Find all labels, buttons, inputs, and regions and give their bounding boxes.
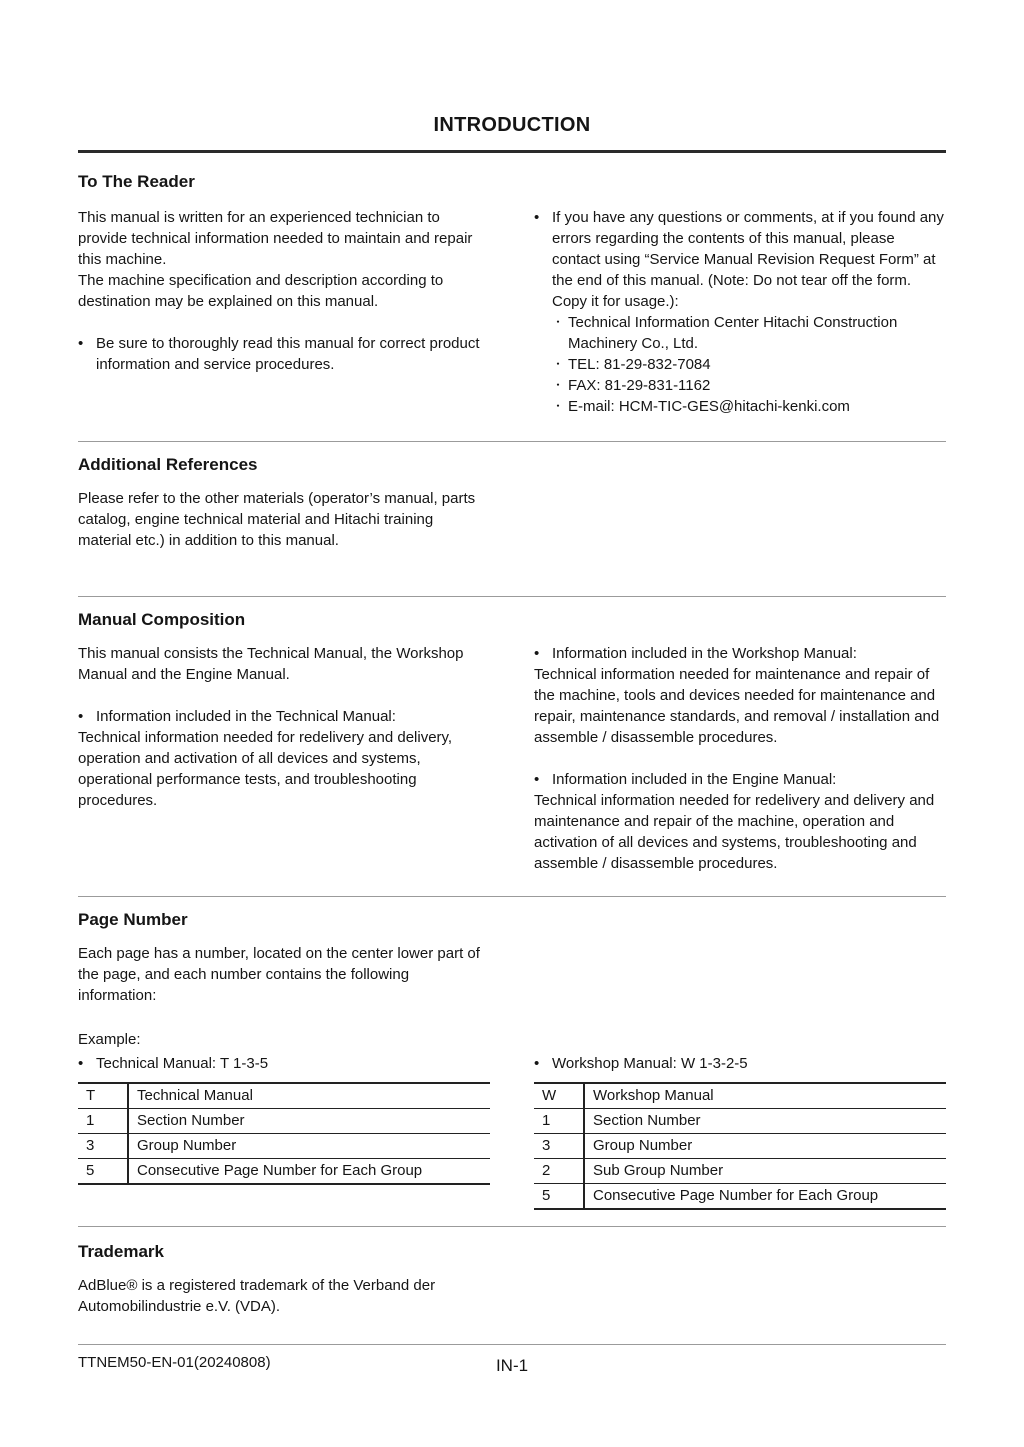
technical-page-code-table	[78, 1082, 490, 1185]
section-to-the-reader	[78, 171, 946, 417]
table-cell-desc: Section Number	[584, 1109, 946, 1134]
bullet-icon: •	[534, 645, 540, 662]
sub-bullet-icon: ・	[552, 315, 565, 329]
table-cell-desc: Technical Manual	[128, 1083, 490, 1109]
section-heading-additional-references: Additional References	[78, 455, 258, 474]
contact-line: TEL: 81-29-832-7084	[568, 356, 711, 373]
table-cell-key: 1	[78, 1109, 128, 1134]
paragraph: Technical information needed for maintenance and repair of the machine, tools and devices needed for maintenance and repair, maintenance standards, and removal / installation and assemble / disassemble procedures.	[534, 666, 940, 746]
title-rule	[78, 150, 946, 153]
bullet-icon: •	[78, 1055, 84, 1072]
table-cell-desc: Sub Group Number	[584, 1159, 946, 1184]
section-manual-composition	[78, 609, 946, 874]
paragraph: Please refer to the other materials (operator’s manual, parts catalog, engine technical material and Hitachi training material etc.) in addition to this manual.	[78, 490, 476, 549]
page-title: INTRODUCTION	[433, 114, 591, 136]
table-cell-key: W	[534, 1083, 584, 1109]
table-row	[78, 1109, 490, 1134]
bullet-icon: •	[534, 771, 540, 788]
table-cell-key: 3	[534, 1134, 584, 1159]
footer-doc-code: TTNEM50-EN-01(20240808)	[78, 1354, 271, 1371]
section-heading-manual-composition: Manual Composition	[78, 610, 246, 629]
bullet-text: Technical Manual: T 1-3-5	[96, 1055, 269, 1072]
bullet-text: Workshop Manual: W 1-3-2-5	[552, 1055, 748, 1072]
section-divider	[78, 896, 946, 897]
contact-list	[534, 312, 946, 417]
table-row	[78, 1159, 490, 1185]
list-item	[552, 375, 946, 396]
list-item	[552, 396, 946, 417]
sub-bullet-icon: ・	[552, 357, 565, 371]
table-cell-key: T	[78, 1083, 128, 1109]
table-cell-desc: Consecutive Page Number for Each Group	[584, 1184, 946, 1210]
table-cell-desc: Workshop Manual	[584, 1083, 946, 1109]
bullet-item	[534, 1053, 946, 1074]
bullet-icon: •	[78, 708, 84, 725]
paragraph: Technical information needed for redelivery and delivery, operation and activation of all devices and systems, operational performance tests, and troubleshooting procedures.	[78, 729, 453, 809]
table-cell-key: 2	[534, 1159, 584, 1184]
composition-right-column	[534, 643, 946, 874]
bullet-text: If you have any questions or comments, at if you found any errors regarding the contents of this manual, please contact using “Service Manual Revision Request Form” at the end of this manual. (Note: Do not tear off the form. Copy it for usage.):	[552, 209, 944, 310]
paragraph: Each page has a number, located on the center lower part of the page, and each number contains the following information:	[78, 945, 480, 1004]
section-page-number	[78, 909, 946, 1210]
bullet-icon: •	[534, 1055, 540, 1072]
page-footer	[78, 1344, 946, 1376]
table-row	[534, 1134, 946, 1159]
sub-bullet-icon: ・	[552, 399, 565, 413]
composition-left-column	[78, 643, 490, 874]
bullet-item	[534, 207, 946, 312]
table-cell-desc: Consecutive Page Number for Each Group	[128, 1159, 490, 1185]
table-row	[534, 1083, 946, 1109]
section-divider	[78, 596, 946, 597]
workshop-page-code-table	[534, 1082, 946, 1210]
bullet-text: Information included in the Technical Manual:	[96, 708, 396, 725]
bullet-text: Be sure to thoroughly read this manual for correct product information and service procedures.	[96, 335, 480, 373]
table-cell-key: 5	[534, 1184, 584, 1210]
paragraph: AdBlue® is a registered trademark of the Verband der Automobilindustrie e.V. (VDA).	[78, 1277, 436, 1315]
table-cell-desc: Section Number	[128, 1109, 490, 1134]
contact-line: Technical Information Center Hitachi Construction Machinery Co., Ltd.	[568, 314, 898, 352]
table-cell-desc: Group Number	[584, 1134, 946, 1159]
section-additional-references	[78, 454, 946, 551]
section-divider	[78, 441, 946, 442]
list-item	[552, 312, 946, 354]
contact-line: FAX: 81-29-831-1162	[568, 377, 711, 394]
footer-page-number: IN-1	[495, 1356, 529, 1375]
paragraph: This manual is written for an experienced technician to provide technical information needed to maintain and repair this machine.	[78, 209, 473, 268]
section-heading-trademark: Trademark	[78, 1242, 164, 1261]
table-row	[78, 1134, 490, 1159]
paragraph: Technical information needed for redelivery and delivery and maintenance and repair of the machine, operation and activation of all devices and systems, troubleshooting and assemble / disassemble procedures.	[534, 792, 935, 872]
bullet-text: Information included in the Workshop Manual:	[552, 645, 857, 662]
reader-left-column	[78, 207, 490, 417]
section-trademark	[78, 1241, 946, 1317]
workshop-example-column	[534, 1053, 946, 1210]
list-item	[552, 354, 946, 375]
table-cell-key: 3	[78, 1134, 128, 1159]
section-divider	[78, 1226, 946, 1227]
paragraph: This manual consists the Technical Manual, the Workshop Manual and the Engine Manual.	[78, 645, 464, 683]
bullet-item	[534, 769, 946, 790]
bullet-item	[78, 333, 490, 375]
reader-right-column	[534, 207, 946, 417]
bullet-text: Information included in the Engine Manual:	[552, 771, 837, 788]
table-cell-key: 5	[78, 1159, 128, 1185]
bullet-item	[78, 1053, 490, 1074]
paragraph: The machine specification and description according to destination may be explained on this manual.	[78, 272, 444, 310]
contact-line: E-mail: HCM-TIC-GES@hitachi-kenki.com	[568, 398, 850, 415]
sub-bullet-icon: ・	[552, 378, 565, 392]
table-row	[534, 1184, 946, 1210]
example-label: Example:	[78, 1031, 141, 1048]
bullet-item	[78, 706, 490, 727]
bullet-item	[534, 643, 946, 664]
table-cell-desc: Group Number	[128, 1134, 490, 1159]
table-row	[534, 1159, 946, 1184]
table-row	[534, 1109, 946, 1134]
bullet-icon: •	[534, 209, 540, 226]
technical-example-column	[78, 1053, 490, 1210]
table-cell-key: 1	[534, 1109, 584, 1134]
section-heading-to-the-reader: To The Reader	[78, 172, 195, 191]
table-row	[78, 1083, 490, 1109]
bullet-icon: •	[78, 335, 84, 352]
section-heading-page-number: Page Number	[78, 910, 188, 929]
